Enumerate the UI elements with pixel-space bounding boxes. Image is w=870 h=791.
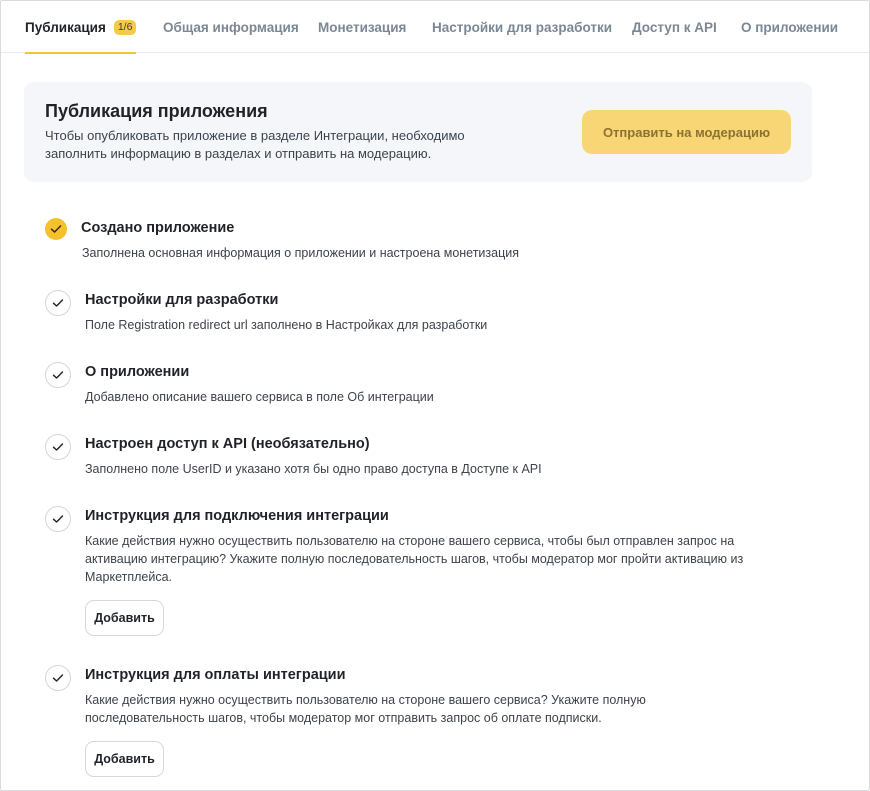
tab-publication[interactable] — [25, 1, 136, 53]
check-icon — [45, 290, 71, 316]
tab-label: Публикация — [25, 19, 106, 35]
add-payment-instruction-button[interactable]: Добавить — [85, 741, 164, 777]
tab-label: Доступ к API — [632, 19, 717, 35]
tab-monetization[interactable] — [318, 1, 406, 53]
checklist-item-title: Создано приложение — [81, 220, 235, 236]
tab-developer-settings[interactable] — [432, 1, 612, 53]
checklist-item-description: Поле Registration redirect url заполнено в Настройках для разработки — [85, 318, 488, 332]
tab-general-info[interactable] — [163, 1, 299, 53]
checklist-item-title: Инструкция для подключения интеграции — [85, 508, 389, 524]
checklist-item-description: Заполнена основная информация о приложении и настроена монетизация — [82, 246, 520, 260]
publish-title: Публикация приложения — [45, 101, 268, 121]
check-icon — [45, 506, 71, 532]
send-to-moderation-button[interactable]: Отправить на модерацию — [582, 110, 791, 154]
checklist-item-title: Настроен доступ к API (необязательно) — [85, 436, 370, 452]
checklist-item-title: О приложении — [85, 364, 190, 380]
tab-label: Настройки для разработки — [432, 19, 613, 35]
tab-bar — [1, 1, 869, 53]
publish-description: Чтобы опубликовать приложение в разделе Интеграции, необходимо заполнить информацию в разделах и отправить на модерацию. — [45, 128, 465, 161]
check-icon — [45, 362, 71, 388]
tab-label: Монетизация — [318, 19, 407, 35]
tab-label: О приложении — [741, 19, 839, 35]
checklist-item-description: Заполнено поле UserID и указано хотя бы одно право доступа в Доступе к API — [85, 462, 542, 476]
tab-label: Общая информация — [163, 19, 299, 35]
tab-api-access[interactable] — [632, 1, 717, 53]
add-connection-instruction-button[interactable]: Добавить — [85, 600, 164, 636]
check-icon — [45, 218, 67, 240]
checklist-item-title: Настройки для разработки — [85, 292, 279, 308]
check-icon — [45, 665, 71, 691]
check-icon — [45, 434, 71, 460]
tab-about-app[interactable] — [741, 1, 838, 53]
publish-card — [24, 82, 812, 182]
checklist-item-description: Какие действия нужно осуществить пользователю на стороне вашего сервиса, чтобы был отправлен запрос на активацию интеграцию? Укажите полную последовательность шагов, чтобы модератор мог пройти активацию из Маркетплейса. — [85, 534, 744, 584]
checklist-item-title: Инструкция для оплаты интеграции — [85, 667, 346, 683]
tab-progress-badge: 1/6 — [114, 20, 137, 35]
checklist-item-description: Какие действия нужно осуществить пользователю на стороне вашего сервиса? Укажите полную последовательность шагов, чтобы модератор мог отправить запрос об оплате подписки. — [85, 693, 646, 725]
checklist-item-description: Добавлено описание вашего сервиса в поле Об интеграции — [85, 390, 434, 404]
